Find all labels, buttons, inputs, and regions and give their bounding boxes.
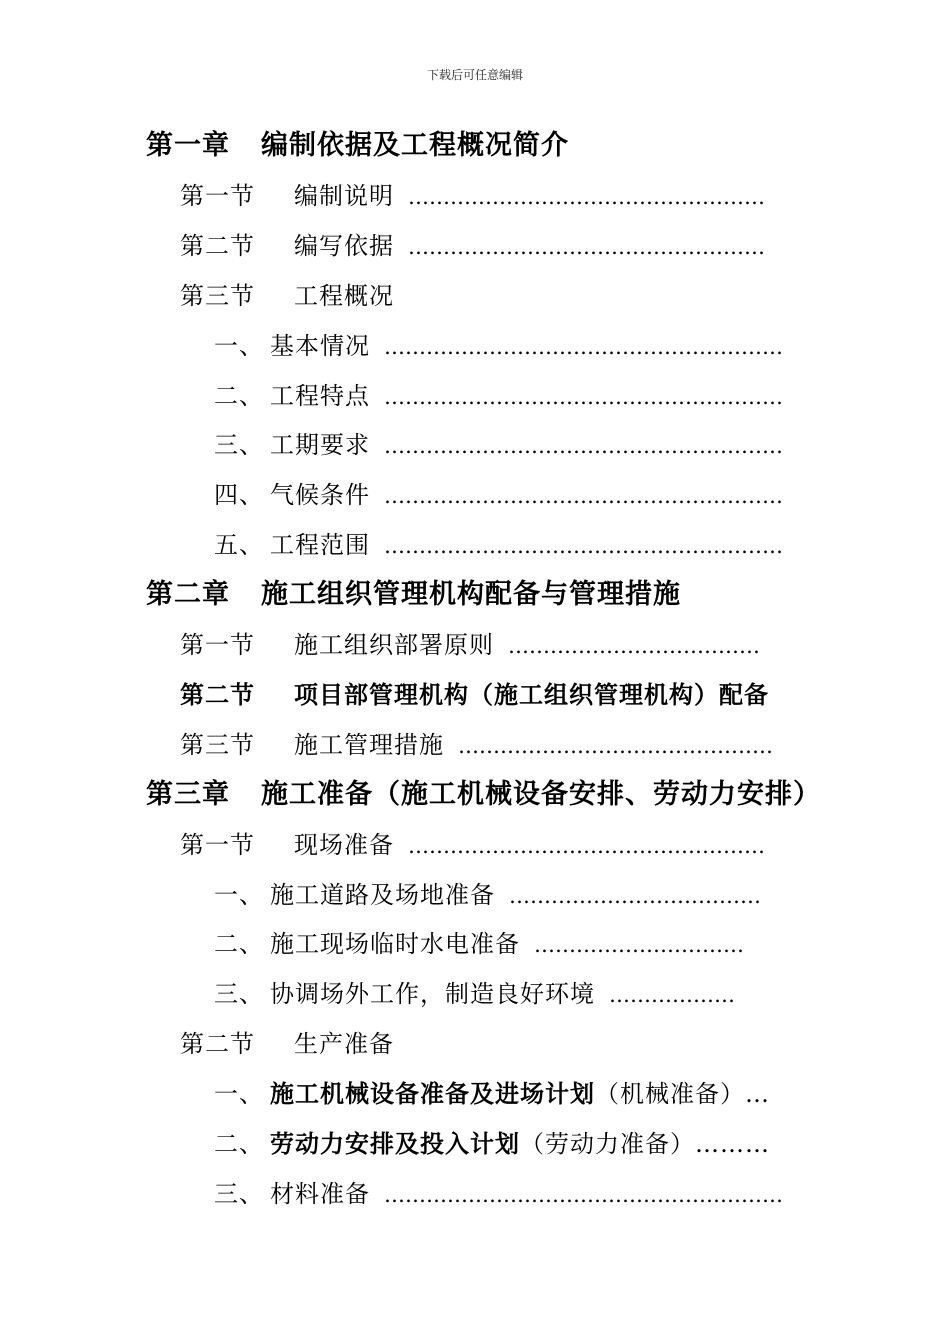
toc-entry-item[interactable]: [214, 525, 783, 565]
toc-entry-number: 一、: [214, 880, 264, 909]
toc-leader-dots: …………………………: [534, 933, 744, 958]
toc-entry-title: 工期要求: [270, 431, 370, 460]
toc-entry-item[interactable]: [214, 376, 783, 416]
toc-entry-section[interactable]: [180, 226, 765, 266]
toc-entry-number: 三、: [214, 980, 264, 1009]
toc-entry-title: 编制说明: [294, 181, 394, 210]
toc-entry-section[interactable]: [180, 825, 765, 865]
toc-entry-title: 协调场外工作，制造良好环境: [270, 980, 595, 1009]
toc-entry-subtitle: （机械准备）…: [595, 1080, 770, 1109]
toc-entry-section[interactable]: [180, 1024, 394, 1064]
toc-leader-dots: …………………………………………………: [384, 1182, 783, 1207]
toc-entry-title: 气候条件: [270, 481, 370, 510]
toc-entry-number: 一、: [214, 331, 264, 360]
toc-entry-number: 第一节: [180, 181, 255, 210]
toc-entry-item[interactable]: [214, 1174, 783, 1214]
toc-leader-dots: ………………………………………: [458, 733, 773, 758]
toc-entry-subtitle: （劳动力准备）………: [520, 1130, 770, 1158]
toc-entry-item[interactable]: [214, 875, 761, 915]
toc-leader-dots: ……………………………………………: [408, 184, 765, 209]
toc-entry-number: 第二节: [180, 1030, 255, 1059]
toc-entry-number: 第二节: [180, 231, 255, 260]
toc-entry-section[interactable]: [180, 176, 765, 216]
toc-entry-title: 基本情况: [270, 331, 370, 360]
toc-entry-title: 施工现场临时水电准备: [270, 930, 520, 959]
toc-entry-item[interactable]: [214, 475, 783, 515]
toc-entry-item[interactable]: [214, 924, 744, 964]
toc-entry-number: 四、: [214, 481, 264, 510]
toc-entry-number: 第一章: [146, 130, 230, 161]
toc-leader-dots: ……………………………………………: [408, 234, 765, 259]
toc-entry-title: 劳动力安排及投入计划: [270, 1129, 520, 1158]
toc-entry-title: 工程范围: [270, 531, 370, 560]
toc-entry-number: 三、: [214, 431, 264, 460]
toc-entry-title: 材料准备: [270, 1179, 370, 1208]
toc-entry-item-mixed[interactable]: [214, 1124, 770, 1164]
toc-entry-title: 现场准备: [294, 830, 394, 859]
toc-entry-number: 第二章: [146, 579, 230, 611]
toc-leader-dots: ………………………………: [509, 883, 761, 908]
toc-entry-number: 二、: [214, 930, 264, 959]
toc-entry-title: 项目部管理机构（施工组织管理机构）配备: [294, 679, 769, 709]
toc-entry-title: 施工准备（施工机械设备安排、劳动力安排）: [261, 778, 821, 810]
toc-entry-number: 二、: [214, 381, 264, 410]
toc-entry-item-mixed[interactable]: [214, 1074, 770, 1114]
toc-entry-title: 施工组织部署原则: [294, 631, 494, 659]
toc-entry-number: 二、: [214, 1130, 264, 1158]
toc-entry-number: 第三节: [180, 281, 255, 310]
toc-entry-title: 工程概况: [294, 281, 394, 310]
toc-entry-section-bold[interactable]: [180, 675, 769, 715]
toc-entry-number: 一、: [214, 1080, 264, 1109]
toc-entry-chapter[interactable]: [146, 575, 681, 615]
toc-leader-dots: …………………………………………………: [384, 434, 783, 459]
toc-entry-section[interactable]: [180, 725, 773, 765]
toc-entry-number: 第二节: [180, 679, 255, 709]
toc-leader-dots: …………………………………………………: [384, 484, 783, 509]
toc-leader-dots: …………………………………………………: [384, 534, 783, 559]
toc-entry-title: 编制依据及工程概况简介: [261, 130, 569, 161]
toc-entry-title: 生产准备: [294, 1030, 394, 1059]
toc-entry-item[interactable]: [214, 425, 783, 465]
page-header: 下载后可任意编辑: [426, 68, 523, 82]
toc-entry-item[interactable]: [214, 326, 783, 366]
toc-entry-chapter[interactable]: [146, 126, 569, 166]
toc-leader-dots: ………………: [609, 983, 735, 1008]
toc-entry-title: 工程特点: [270, 381, 370, 410]
toc-entry-title: 施工管理措施: [294, 730, 444, 759]
toc-entry-item[interactable]: [214, 974, 735, 1014]
toc-entry-title: 施工组织管理机构配备与管理措施: [261, 579, 681, 611]
toc-entry-title: 施工机械设备准备及进场计划: [270, 1079, 595, 1109]
toc-entry-title: 施工道路及场地准备: [270, 880, 495, 909]
toc-entry-number: 第三章: [146, 778, 230, 810]
toc-entry-chapter[interactable]: [146, 775, 821, 815]
toc-leader-dots: …………………………………………………: [384, 384, 783, 409]
toc-entry-number: 第一节: [180, 830, 255, 859]
toc-leader-dots: ……………………………………………: [408, 833, 765, 858]
toc-leader-dots: …………………………………………………: [384, 334, 783, 359]
toc-leader-dots: ………………………………: [508, 634, 760, 658]
toc-entry-section[interactable]: [180, 276, 394, 316]
toc-entry-number: 五、: [214, 531, 264, 560]
toc-entry-section[interactable]: [180, 625, 760, 665]
toc-entry-number: 三、: [214, 1179, 264, 1208]
toc-entry-number: 第三节: [180, 730, 255, 759]
toc-entry-title: 编写依据: [294, 231, 394, 260]
toc-entry-number: 第一节: [180, 631, 255, 659]
